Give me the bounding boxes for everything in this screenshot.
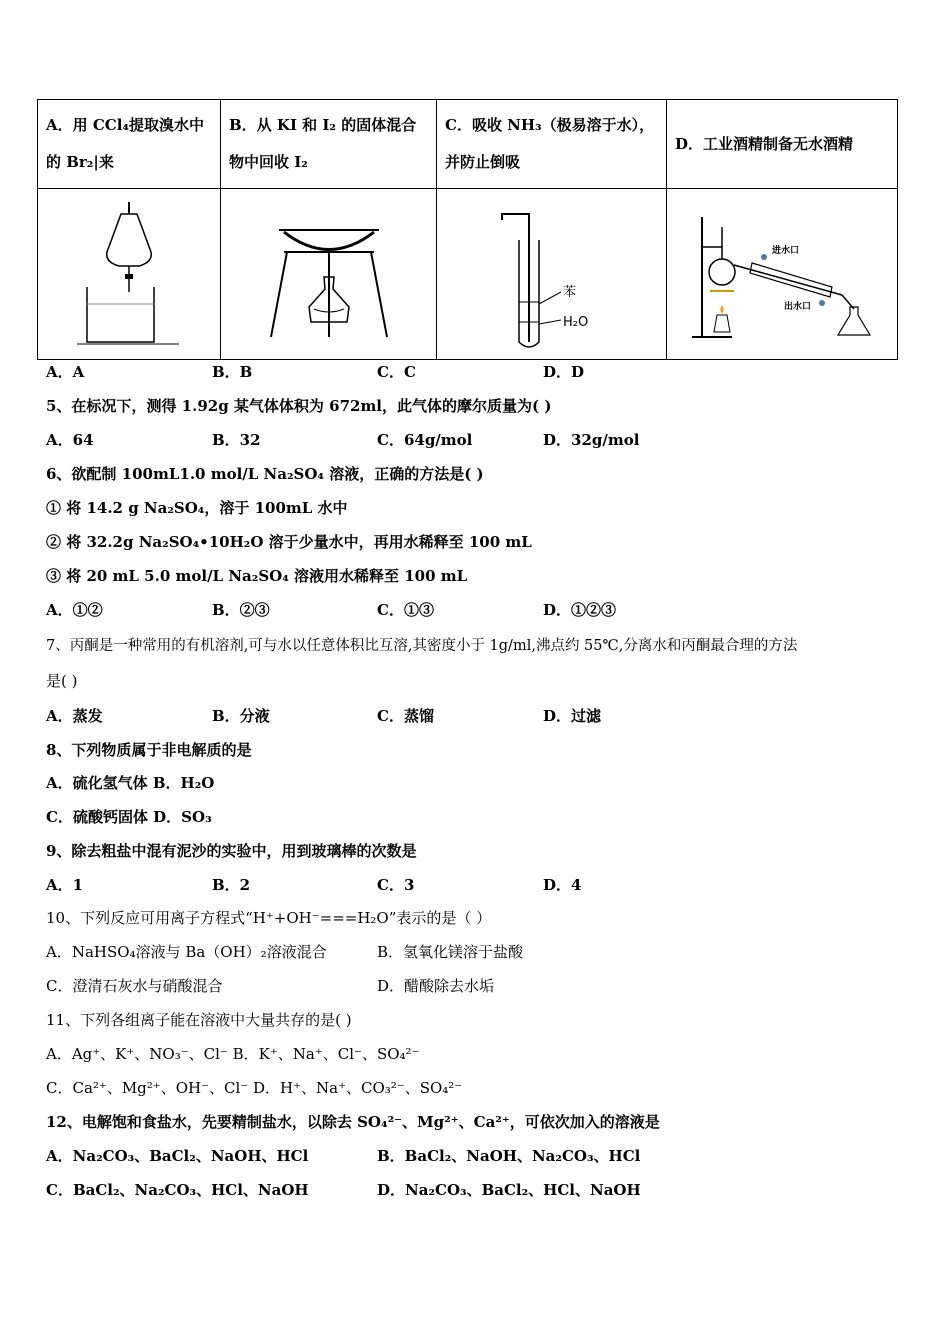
q7-option-b: B．分液 [212, 707, 270, 725]
q8-options-line1: A．硫化氢气体 B．H₂O [46, 774, 215, 792]
q5-option-b: B．32 [212, 431, 261, 449]
q7-option-a: A．蒸发 [46, 707, 103, 725]
q7-option-c: C．蒸馏 [377, 707, 434, 725]
label-water: H₂O [562, 315, 588, 330]
q11-options-line1: A．Ag⁺、K⁺、NO₃⁻、Cl⁻ B．K⁺、Na⁺、Cl⁻、SO₄²⁻ [46, 1045, 420, 1063]
separatory-funnel-diagram [69, 192, 189, 352]
q4-option-c: C．C [377, 363, 416, 381]
q9-option-d: D．4 [543, 876, 582, 894]
q9-option-a: A．1 [46, 876, 84, 894]
q10-option-b: B．氢氧化镁溶于盐酸 [377, 943, 524, 961]
q6-item-2: ② 将 32.2g Na₂SO₄•10H₂O 溶于少量水中，再用水稀释至 100 mL [46, 533, 532, 551]
apparatus-table [37, 99, 898, 360]
q12-stem: 12、电解饱和食盐水，先要精制盐水，以除去 SO₄²⁻、Mg²⁺、Ca²⁺，可依次加入的溶液是 [46, 1113, 660, 1131]
q6-option-a: A．①② [46, 601, 103, 619]
cell-b-figure [221, 189, 437, 360]
cell-a-figure [38, 189, 221, 360]
q9-option-b: B．2 [212, 876, 251, 894]
q6-option-c: C．①③ [377, 601, 434, 619]
q6-item-3: ③ 将 20 mL 5.0 mol/L Na₂SO₄ 溶液用水稀释至 100 mL [46, 567, 468, 585]
q9-stem: 9、除去粗盐中混有泥沙的实验中，用到玻璃棒的次数是 [46, 842, 417, 860]
q12-option-d: D．Na₂CO₃、BaCl₂、HCl、NaOH [377, 1181, 641, 1199]
cell-c-text: C．吸收 NH₃（极易溶于水），并防止倒吸 [437, 100, 667, 189]
gas-absorption-diagram [477, 192, 627, 352]
cell-d-text: D．工业酒精制备无水酒精 [667, 100, 898, 189]
distillation-diagram [682, 197, 882, 347]
q12-option-b: B．BaCl₂、NaOH、Na₂CO₃、HCl [377, 1147, 641, 1165]
q10-option-a: A．NaHSO₄溶液与 Ba（OH）₂溶液混合 [46, 943, 327, 961]
evaporating-dish-diagram [259, 197, 399, 347]
q10-option-c: C．澄清石灰水与硝酸混合 [46, 977, 223, 995]
q6-item-1: ① 将 14.2 g Na₂SO₄，溶于 100mL 水中 [46, 499, 348, 517]
q4-option-a: A．A [46, 363, 85, 381]
q6-option-b: B．②③ [212, 601, 270, 619]
q11-stem: 11、下列各组离子能在溶液中大量共存的是( ) [46, 1011, 352, 1029]
cell-c-figure [437, 189, 667, 360]
q4-option-b: B．B [212, 363, 253, 381]
q6-option-d: D．①②③ [543, 601, 617, 619]
q9-option-c: C．3 [377, 876, 415, 894]
q8-stem: 8、下列物质属于非电解质的是 [46, 741, 252, 759]
q12-option-c: C．BaCl₂、Na₂CO₃、HCl、NaOH [46, 1181, 309, 1199]
q5-stem: 5、在标况下，测得 1.92g 某气体体积为 672ml，此气体的摩尔质量为( ) [46, 397, 552, 415]
cell-b-text: B．从 KI 和 I₂ 的固体混合物中回收 I₂ [221, 100, 437, 189]
q7-option-d: D．过滤 [543, 707, 602, 725]
cell-a-text: A．用 CCl₄提取溴水中的 Br₂|来 [38, 100, 221, 189]
q5-option-c: C．64g/mol [377, 431, 473, 449]
q11-options-line2: C．Ca²⁺、Mg²⁺、OH⁻、Cl⁻ D．H⁺、Na⁺、CO₃²⁻、SO₄²⁻ [46, 1079, 463, 1097]
q7-stem-line1: 7、丙酮是一种常用的有机溶剂,可与水以任意体积比互溶,其密度小于 1g/ml,沸点约 55℃,分离水和丙酮最合理的方法 [46, 638, 798, 654]
q10-stem: 10、下列反应可用离子方程式“H⁺+OH⁻===H₂O”表示的是（ ） [46, 909, 492, 927]
q12-option-a: A．Na₂CO₃、BaCl₂、NaOH、HCl [46, 1147, 309, 1165]
label-benzene: 苯 [562, 285, 576, 300]
q10-option-d: D．醋酸除去水垢 [377, 977, 495, 995]
q5-option-a: A．64 [46, 431, 94, 449]
q5-option-d: D．32g/mol [543, 431, 640, 449]
cell-d-figure [667, 189, 898, 360]
label-water-in: 进水口 [772, 246, 800, 256]
q8-options-line2: C．硫酸钙固体 D．SO₃ [46, 808, 212, 826]
label-water-out: 出水口 [784, 302, 812, 312]
q6-stem: 6、欲配制 100mL1.0 mol/L Na₂SO₄ 溶液，正确的方法是( ) [46, 465, 484, 483]
q7-stem-line2: 是( ) [46, 672, 78, 690]
q4-option-d: D．D [543, 363, 585, 381]
